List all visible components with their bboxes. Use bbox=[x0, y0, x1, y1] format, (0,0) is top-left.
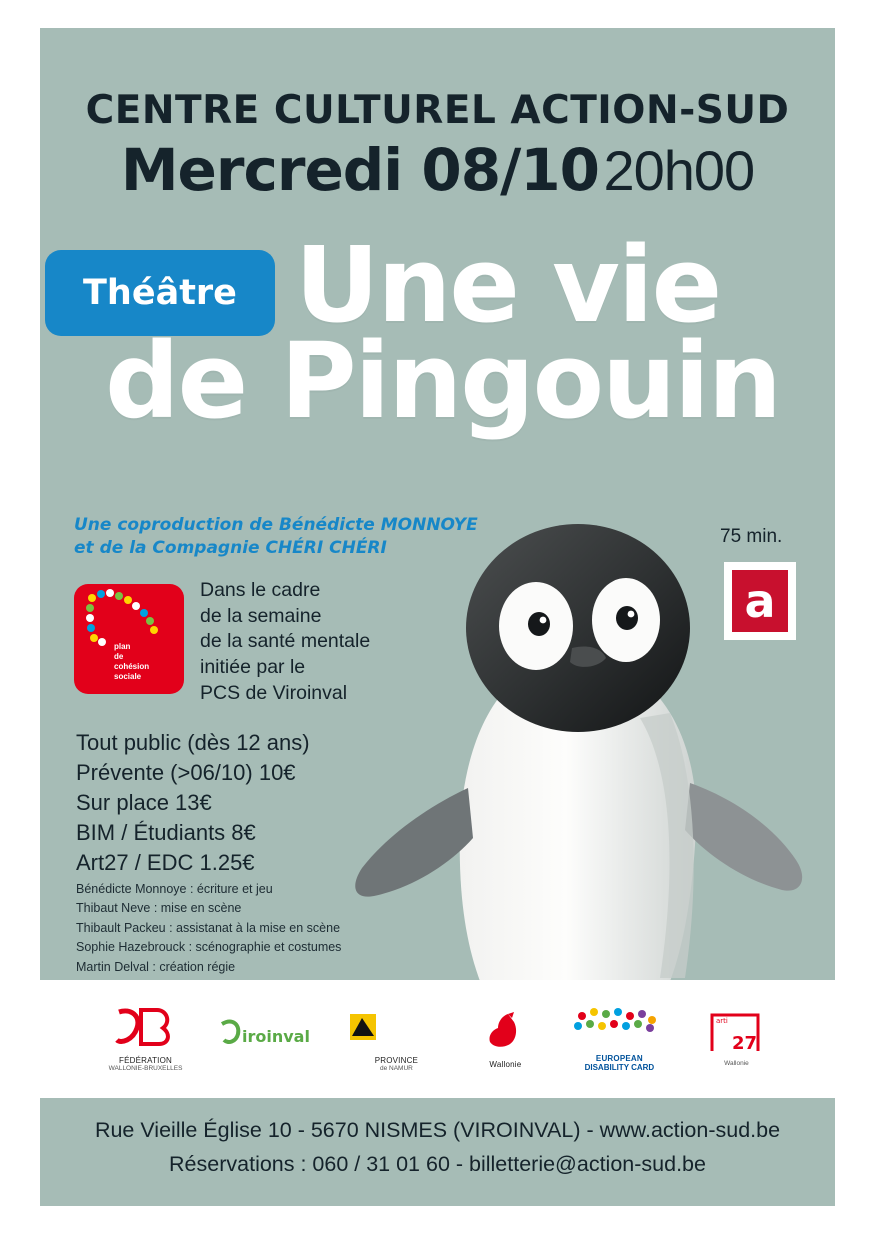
pcs-logo-text-line-2: de bbox=[114, 652, 124, 661]
sponsor-viroinval bbox=[214, 1014, 314, 1064]
show-title-line-1: Une vie bbox=[294, 224, 721, 346]
wallonie-rooster-icon bbox=[478, 1010, 532, 1052]
european-disability-card-logo-icon bbox=[564, 1006, 674, 1046]
sponsor-european-disability-card bbox=[564, 1006, 674, 1072]
sponsor-article-27 bbox=[706, 1011, 766, 1067]
pcs-logo-dots bbox=[74, 584, 184, 648]
pcs-description-line-3: de la santé mentale bbox=[200, 630, 371, 653]
viroinval-logo-icon bbox=[214, 1014, 314, 1056]
penguin-illustration bbox=[340, 508, 810, 1008]
price-item: Tout public (dès 12 ans) bbox=[76, 730, 310, 755]
crew-item: Bénédicte Monnoye : écriture et jeu bbox=[76, 882, 273, 896]
price-item: BIM / Étudiants 8€ bbox=[76, 819, 256, 845]
price-list bbox=[76, 728, 310, 878]
province-de-namur-logo-icon bbox=[346, 1006, 446, 1048]
show-title bbox=[40, 224, 835, 442]
sponsor-caption-secondary: DISABILITY CARD bbox=[584, 1063, 655, 1072]
footer-address: Rue Vieille Église 10 - 5670 NISMES (VIROINVAL) - www.action-sud.be bbox=[94, 1118, 781, 1142]
crew-list bbox=[76, 880, 341, 977]
sponsor-caption-secondary: Wallonie bbox=[724, 1060, 749, 1067]
svg-text:27: 27 bbox=[732, 1033, 758, 1054]
crew-item: Sophie Hazebrouck : scénographie et costumes bbox=[76, 940, 342, 955]
show-title-line-2: de Pingouin bbox=[105, 319, 780, 442]
sponsor-province-de-namur bbox=[346, 1006, 446, 1072]
pcs-description bbox=[200, 578, 370, 707]
pcs-logo-text-line-3: cohésion bbox=[114, 662, 150, 671]
crew-item: Martin Delval : création régie bbox=[76, 959, 236, 974]
svg-text:arti: arti bbox=[716, 1017, 729, 1025]
svg-text:iroinval: iroinval bbox=[242, 1027, 311, 1046]
sponsor-caption: PROVINCE bbox=[374, 1056, 419, 1065]
pcs-description-line-4: initiée par le bbox=[200, 656, 306, 679]
production-credit-line-2: et de la Compagnie CHÉRI CHÉRI bbox=[74, 537, 387, 558]
price-item: Sur place 13€ bbox=[76, 789, 212, 815]
footer-contact bbox=[40, 1098, 835, 1206]
pcs-logo-text-line-1: plan bbox=[114, 642, 131, 651]
pcs-logo-text-line-4: sociale bbox=[114, 672, 142, 681]
event-date: Mercredi 08/10 bbox=[120, 136, 599, 204]
pcs-description-line-1: Dans le cadre bbox=[200, 579, 321, 601]
sponsor-caption: FÉDÉRATION bbox=[119, 1056, 172, 1065]
pcs-description-line-5: PCS de Viroinval bbox=[200, 681, 348, 704]
crew-item: Thibaut Neve : mise en scène bbox=[76, 901, 242, 916]
sponsor-caption: Wallonie bbox=[489, 1059, 522, 1069]
genre-badge-label: Théâtre bbox=[83, 273, 237, 313]
pcs-description-line-2: de la semaine bbox=[200, 604, 322, 627]
crew-item: Thibault Packeu : assistanat à la mise en scène bbox=[76, 920, 341, 935]
price-item: Art27 / EDC 1.25€ bbox=[76, 849, 255, 875]
action-sud-logo-letter: a bbox=[744, 574, 776, 628]
price-item: Prévente (>06/10) 10€ bbox=[76, 759, 296, 785]
venue-name: CENTRE CULTUREL ACTION-SUD bbox=[85, 88, 790, 133]
footer-reservations: Réservations : 060 / 31 01 60 - billetterie@action-sud.be bbox=[169, 1152, 706, 1176]
sponsor-wallonie bbox=[478, 1010, 532, 1069]
pcs-logo bbox=[74, 584, 184, 694]
sponsor-strip bbox=[40, 980, 835, 1098]
sponsor-caption-secondary: de NAMUR bbox=[379, 1065, 413, 1072]
federation-wallonie-bruxelles-logo-icon bbox=[111, 1006, 181, 1048]
event-time: 20h00 bbox=[603, 139, 755, 202]
sponsor-caption-secondary: WALLONIE-BRUXELLES bbox=[108, 1065, 183, 1072]
sponsor-caption: EUROPEAN bbox=[595, 1054, 643, 1063]
production-credit-line-1: Une coproduction de Bénédicte MONNOYE bbox=[74, 515, 478, 535]
duration-label: 75 min. bbox=[720, 526, 783, 547]
pcs-logo-text bbox=[114, 642, 149, 682]
article-27-logo-icon bbox=[706, 1011, 766, 1055]
sponsor-federation-wallonie-bruxelles bbox=[109, 1006, 183, 1072]
event-datetime bbox=[40, 136, 835, 204]
